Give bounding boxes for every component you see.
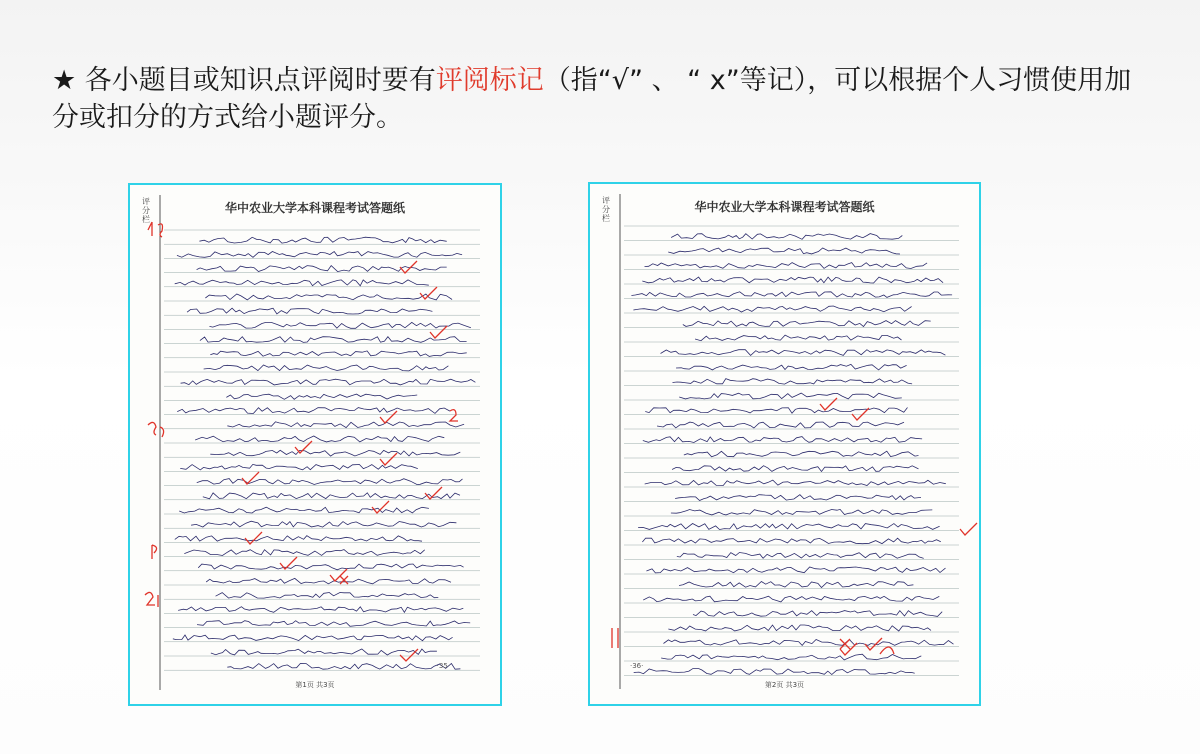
handwriting-stroke xyxy=(203,493,460,499)
handwriting-stroke xyxy=(226,394,417,399)
handwriting-stroke xyxy=(672,466,918,472)
handwriting-stroke xyxy=(643,596,939,602)
handwriting-stroke xyxy=(206,578,451,583)
cross-mark xyxy=(340,576,348,584)
handwriting-stroke xyxy=(197,621,470,627)
handwriting-stroke xyxy=(676,364,907,370)
handwriting-stroke xyxy=(643,437,922,443)
score-mark xyxy=(152,545,157,559)
sheet-1-drawing xyxy=(130,185,500,704)
handwriting-stroke xyxy=(642,538,940,544)
page-marker: ·36· xyxy=(630,662,644,670)
sheet-title: 华中农业大学本科课程考试答题纸 xyxy=(224,201,405,215)
sheet-title: 华中农业大学本科课程考试答题纸 xyxy=(694,200,875,214)
handwriting-stroke xyxy=(204,365,449,371)
answer-sheet-image-2 xyxy=(588,182,981,706)
handwriting-stroke xyxy=(663,640,953,646)
handwriting-stroke xyxy=(661,350,946,356)
handwriting-stroke xyxy=(177,408,450,414)
handwriting-stroke xyxy=(633,306,911,312)
heading-highlight: 评阅标记 xyxy=(435,65,544,96)
handwriting-stroke xyxy=(205,294,452,300)
handwriting-stroke xyxy=(671,509,932,515)
score-mark xyxy=(612,628,618,648)
handwriting-stroke xyxy=(657,422,904,428)
page-footer: 第1页 共3页 xyxy=(295,681,335,689)
page-footer: 第2页 共3页 xyxy=(764,681,805,689)
score-mark xyxy=(148,422,164,437)
handwriting-stroke xyxy=(677,553,924,559)
score-column-label: 评分栏 xyxy=(602,196,610,223)
handwriting-stroke xyxy=(638,524,940,530)
handwriting-stroke xyxy=(210,450,460,456)
handwriting-stroke xyxy=(634,669,915,675)
handwriting-stroke xyxy=(644,263,927,269)
heading-text-2: （指“√” 、 “ x”等记），可以根据个人习惯使用加分或扣分的方式给小题评分。 xyxy=(52,65,1132,133)
handwriting-stroke xyxy=(191,521,456,527)
handwriting-stroke xyxy=(672,379,912,385)
handwriting-stroke xyxy=(197,479,463,485)
check-mark xyxy=(430,326,447,338)
handwriting-stroke xyxy=(693,611,942,617)
handwriting-stroke xyxy=(675,495,921,501)
handwriting-stroke xyxy=(211,649,437,655)
heading-text-1: 各小题目或知识点评阅时要有 xyxy=(76,65,436,96)
handwriting-stroke xyxy=(671,234,902,240)
handwriting-stroke xyxy=(173,635,453,641)
star-icon: ★ xyxy=(52,65,77,96)
handwriting-stroke xyxy=(668,625,931,631)
handwriting-stroke xyxy=(187,308,432,314)
handwriting-stroke xyxy=(683,321,931,327)
check-mark xyxy=(400,261,417,273)
handwriting-stroke xyxy=(227,422,464,428)
handwriting-stroke xyxy=(679,393,902,399)
score-column-label: 评分栏 xyxy=(142,197,150,224)
handwriting-stroke xyxy=(645,480,946,485)
handwriting-stroke xyxy=(195,436,444,442)
handwriting-stroke xyxy=(175,536,422,542)
instruction-heading xyxy=(52,62,1152,136)
handwriting-stroke xyxy=(679,582,913,588)
handwriting-stroke xyxy=(178,607,463,613)
score-mark xyxy=(145,592,158,607)
check-mark xyxy=(960,523,977,535)
handwriting-stroke xyxy=(631,292,952,298)
handwriting-stroke xyxy=(661,654,921,660)
handwriting-stroke xyxy=(646,567,945,573)
handwriting-stroke xyxy=(210,351,466,357)
handwriting-stroke xyxy=(177,252,462,258)
check-mark xyxy=(380,453,397,465)
cross-mark xyxy=(840,639,850,649)
handwriting-stroke xyxy=(668,248,900,254)
check-mark xyxy=(242,472,259,484)
sheet-2-drawing xyxy=(590,184,979,704)
handwriting-stroke xyxy=(695,335,901,341)
handwriting-stroke xyxy=(199,237,446,243)
handwriting-stroke xyxy=(198,564,463,570)
handwriting-stroke xyxy=(200,337,467,343)
answer-sheet-image-1 xyxy=(128,183,502,706)
check-mark xyxy=(380,411,397,423)
handwriting-stroke xyxy=(216,593,439,599)
handwriting-stroke xyxy=(184,550,424,556)
score-mark xyxy=(450,410,458,421)
check-mark xyxy=(280,557,297,569)
handwriting-stroke xyxy=(179,507,429,513)
handwriting-stroke xyxy=(209,322,470,328)
handwriting-stroke xyxy=(181,379,476,385)
score-mark xyxy=(880,647,894,654)
handwriting-stroke xyxy=(180,464,418,470)
handwriting-stroke xyxy=(642,277,943,283)
handwriting-stroke xyxy=(684,451,919,457)
handwriting-stroke xyxy=(175,280,429,286)
page-marker: ·35· xyxy=(436,662,450,670)
handwriting-stroke xyxy=(227,664,460,670)
